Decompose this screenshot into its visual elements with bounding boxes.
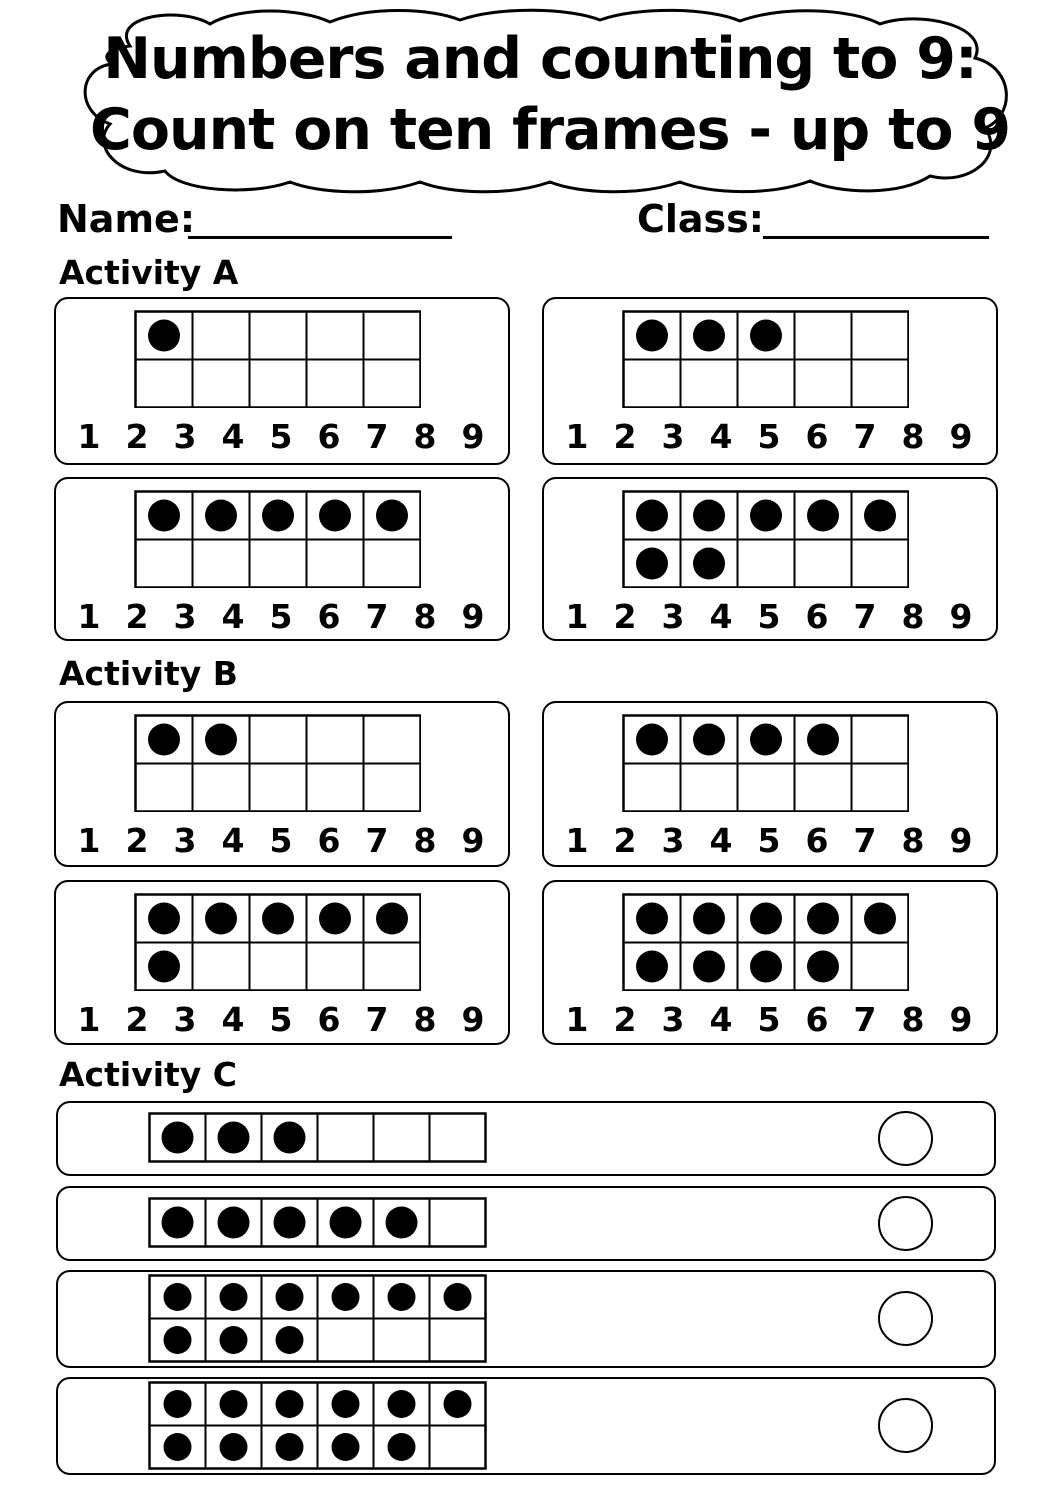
counter-dot xyxy=(750,320,782,352)
number-choice[interactable]: 9 xyxy=(949,417,973,456)
number-choice[interactable]: 6 xyxy=(805,1000,829,1039)
number-choice[interactable]: 6 xyxy=(317,417,341,456)
counter-dot xyxy=(218,1207,250,1239)
counter-dot xyxy=(164,1283,192,1311)
counter-dot xyxy=(693,320,725,352)
ten-frame xyxy=(134,310,421,408)
number-choice[interactable]: 7 xyxy=(365,597,389,636)
counter-dot xyxy=(148,951,180,983)
counter-dot xyxy=(332,1283,360,1311)
number-choice[interactable]: 5 xyxy=(269,417,293,456)
counter-dot xyxy=(148,724,180,756)
number-choice[interactable]: 9 xyxy=(461,1000,485,1039)
counter-dot xyxy=(693,500,725,532)
number-line xyxy=(562,597,982,637)
number-choice[interactable]: 8 xyxy=(413,821,437,860)
activity-a-card-2 xyxy=(542,297,998,465)
number-choice[interactable]: 1 xyxy=(77,417,101,456)
number-choice[interactable]: 3 xyxy=(661,417,685,456)
number-choice[interactable]: 9 xyxy=(461,597,485,636)
counter-dot xyxy=(332,1433,360,1461)
counter-dot xyxy=(276,1326,304,1354)
number-line xyxy=(562,417,982,457)
activity-a-card-3 xyxy=(54,477,510,641)
counter-dot xyxy=(693,903,725,935)
ten-frame xyxy=(622,893,909,991)
counter-dot xyxy=(444,1390,472,1418)
number-choice[interactable]: 7 xyxy=(365,821,389,860)
number-choice[interactable]: 2 xyxy=(613,417,637,456)
number-choice[interactable]: 6 xyxy=(805,417,829,456)
number-choice[interactable]: 3 xyxy=(173,821,197,860)
counting-strip xyxy=(148,1197,488,1249)
counter-dot xyxy=(262,903,294,935)
counter-dot xyxy=(220,1283,248,1311)
number-choice[interactable]: 6 xyxy=(805,821,829,860)
counter-dot xyxy=(636,500,668,532)
number-choice[interactable]: 1 xyxy=(565,597,589,636)
activity-a-card-4 xyxy=(542,477,998,641)
number-choice[interactable]: 7 xyxy=(853,417,877,456)
number-choice[interactable]: 4 xyxy=(709,1000,733,1039)
counter-dot xyxy=(220,1390,248,1418)
number-choice[interactable]: 4 xyxy=(221,597,245,636)
ten-frame xyxy=(622,490,909,588)
counter-dot xyxy=(262,500,294,532)
answer-circle[interactable] xyxy=(878,1291,933,1346)
counter-dot xyxy=(807,500,839,532)
counter-dot xyxy=(693,951,725,983)
number-choice[interactable]: 8 xyxy=(901,821,925,860)
number-choice[interactable]: 5 xyxy=(269,1000,293,1039)
number-choice[interactable]: 4 xyxy=(221,821,245,860)
counter-dot xyxy=(164,1390,192,1418)
ten-frame xyxy=(622,714,909,812)
number-choice[interactable]: 3 xyxy=(661,597,685,636)
counter-dot xyxy=(274,1122,306,1154)
number-choice[interactable]: 3 xyxy=(173,417,197,456)
counter-dot xyxy=(205,500,237,532)
counter-dot xyxy=(162,1207,194,1239)
number-choice[interactable]: 3 xyxy=(173,597,197,636)
counter-dot xyxy=(276,1433,304,1461)
number-choice[interactable]: 5 xyxy=(757,417,781,456)
number-choice[interactable]: 7 xyxy=(853,821,877,860)
number-choice[interactable]: 5 xyxy=(269,597,293,636)
number-choice[interactable]: 2 xyxy=(125,821,149,860)
number-choice[interactable]: 2 xyxy=(125,417,149,456)
counting-strip xyxy=(148,1112,488,1164)
number-choice[interactable]: 6 xyxy=(317,821,341,860)
number-choice[interactable]: 1 xyxy=(565,1000,589,1039)
number-choice[interactable]: 1 xyxy=(77,597,101,636)
number-choice[interactable]: 1 xyxy=(565,821,589,860)
number-line xyxy=(74,417,494,457)
counter-dot xyxy=(693,548,725,580)
ten-frame xyxy=(134,714,421,812)
number-choice[interactable]: 7 xyxy=(365,1000,389,1039)
counter-dot xyxy=(807,724,839,756)
counter-dot xyxy=(148,500,180,532)
counter-dot xyxy=(274,1207,306,1239)
number-choice[interactable]: 9 xyxy=(461,821,485,860)
counter-dot xyxy=(386,1207,418,1239)
activity-c-heading: Activity C xyxy=(59,1055,238,1094)
answer-circle[interactable] xyxy=(878,1111,933,1166)
number-choice[interactable]: 2 xyxy=(125,1000,149,1039)
counter-dot xyxy=(750,951,782,983)
number-choice[interactable]: 8 xyxy=(901,417,925,456)
activity-c-row-1 xyxy=(56,1101,996,1176)
number-line xyxy=(562,1000,982,1040)
number-choice[interactable]: 7 xyxy=(853,597,877,636)
number-choice[interactable]: 3 xyxy=(173,1000,197,1039)
counter-dot xyxy=(162,1122,194,1154)
number-choice[interactable]: 8 xyxy=(901,1000,925,1039)
page-title-line-2: Count on ten frames - up to 9 xyxy=(90,97,1010,163)
counting-strip xyxy=(148,1381,488,1471)
number-choice[interactable]: 9 xyxy=(949,821,973,860)
number-line xyxy=(74,597,494,637)
counter-dot xyxy=(319,500,351,532)
counter-dot xyxy=(164,1326,192,1354)
counter-dot xyxy=(693,724,725,756)
number-choice[interactable]: 5 xyxy=(269,821,293,860)
number-choice[interactable]: 7 xyxy=(853,1000,877,1039)
counter-dot xyxy=(444,1283,472,1311)
counter-dot xyxy=(376,903,408,935)
number-choice[interactable]: 6 xyxy=(805,597,829,636)
activity-a-heading: Activity A xyxy=(59,253,239,292)
counter-dot xyxy=(205,724,237,756)
number-choice[interactable]: 1 xyxy=(77,1000,101,1039)
activity-b-heading: Activity B xyxy=(59,654,238,693)
number-choice[interactable]: 2 xyxy=(613,821,637,860)
counter-dot xyxy=(148,320,180,352)
counter-dot xyxy=(276,1283,304,1311)
counter-dot xyxy=(205,903,237,935)
number-line xyxy=(74,821,494,861)
counter-dot xyxy=(807,903,839,935)
activity-b-card-1 xyxy=(54,701,510,867)
counter-dot xyxy=(220,1433,248,1461)
ten-frame xyxy=(134,490,421,588)
number-choice[interactable]: 4 xyxy=(709,417,733,456)
name-label: Name: xyxy=(57,197,196,241)
number-choice[interactable]: 5 xyxy=(757,1000,781,1039)
counter-dot xyxy=(750,903,782,935)
number-choice[interactable]: 8 xyxy=(901,597,925,636)
counter-dot xyxy=(388,1390,416,1418)
counter-dot xyxy=(636,320,668,352)
activity-b-card-4 xyxy=(542,880,998,1045)
counter-dot xyxy=(220,1326,248,1354)
number-choice[interactable]: 9 xyxy=(949,1000,973,1039)
number-choice[interactable]: 1 xyxy=(77,821,101,860)
counter-dot xyxy=(319,903,351,935)
number-choice[interactable]: 2 xyxy=(613,1000,637,1039)
activity-b-card-2 xyxy=(542,701,998,867)
number-choice[interactable]: 9 xyxy=(949,597,973,636)
activity-c-row-4 xyxy=(56,1377,996,1475)
page-title-line-1: Numbers and counting to 9: xyxy=(103,26,977,92)
activity-a-card-1 xyxy=(54,297,510,465)
number-choice[interactable]: 3 xyxy=(661,821,685,860)
counter-dot xyxy=(750,724,782,756)
activity-c-row-2 xyxy=(56,1186,996,1261)
number-choice[interactable]: 7 xyxy=(365,417,389,456)
number-choice[interactable]: 2 xyxy=(125,597,149,636)
ten-frame xyxy=(134,893,421,991)
answer-circle[interactable] xyxy=(878,1196,933,1251)
counter-dot xyxy=(864,500,896,532)
number-choice[interactable]: 9 xyxy=(461,417,485,456)
name-write-line[interactable] xyxy=(188,236,452,239)
ten-frame xyxy=(622,310,909,408)
answer-circle[interactable] xyxy=(878,1398,933,1453)
counter-dot xyxy=(276,1390,304,1418)
number-choice[interactable]: 8 xyxy=(413,1000,437,1039)
counter-dot xyxy=(218,1122,250,1154)
counter-dot xyxy=(164,1433,192,1461)
class-label: Class: xyxy=(637,197,764,241)
number-choice[interactable]: 6 xyxy=(317,1000,341,1039)
counting-strip xyxy=(148,1274,488,1364)
number-choice[interactable]: 5 xyxy=(757,597,781,636)
number-choice[interactable]: 6 xyxy=(317,597,341,636)
counter-dot xyxy=(636,951,668,983)
counter-dot xyxy=(330,1207,362,1239)
counter-dot xyxy=(750,500,782,532)
number-choice[interactable]: 2 xyxy=(613,597,637,636)
counter-dot xyxy=(636,903,668,935)
counter-dot xyxy=(807,951,839,983)
number-choice[interactable]: 3 xyxy=(661,1000,685,1039)
number-choice[interactable]: 1 xyxy=(565,417,589,456)
counter-dot xyxy=(636,724,668,756)
counter-dot xyxy=(388,1283,416,1311)
class-write-line[interactable] xyxy=(763,236,989,239)
number-line xyxy=(562,821,982,861)
counter-dot xyxy=(376,500,408,532)
number-choice[interactable]: 5 xyxy=(757,821,781,860)
number-line xyxy=(74,1000,494,1040)
number-choice[interactable]: 4 xyxy=(221,1000,245,1039)
counter-dot xyxy=(864,903,896,935)
number-choice[interactable]: 8 xyxy=(413,417,437,456)
number-choice[interactable]: 4 xyxy=(709,597,733,636)
counter-dot xyxy=(636,548,668,580)
activity-b-card-3 xyxy=(54,880,510,1045)
number-choice[interactable]: 4 xyxy=(709,821,733,860)
number-choice[interactable]: 8 xyxy=(413,597,437,636)
counter-dot xyxy=(332,1390,360,1418)
counter-dot xyxy=(148,903,180,935)
number-choice[interactable]: 4 xyxy=(221,417,245,456)
counter-dot xyxy=(388,1433,416,1461)
activity-c-row-3 xyxy=(56,1270,996,1368)
